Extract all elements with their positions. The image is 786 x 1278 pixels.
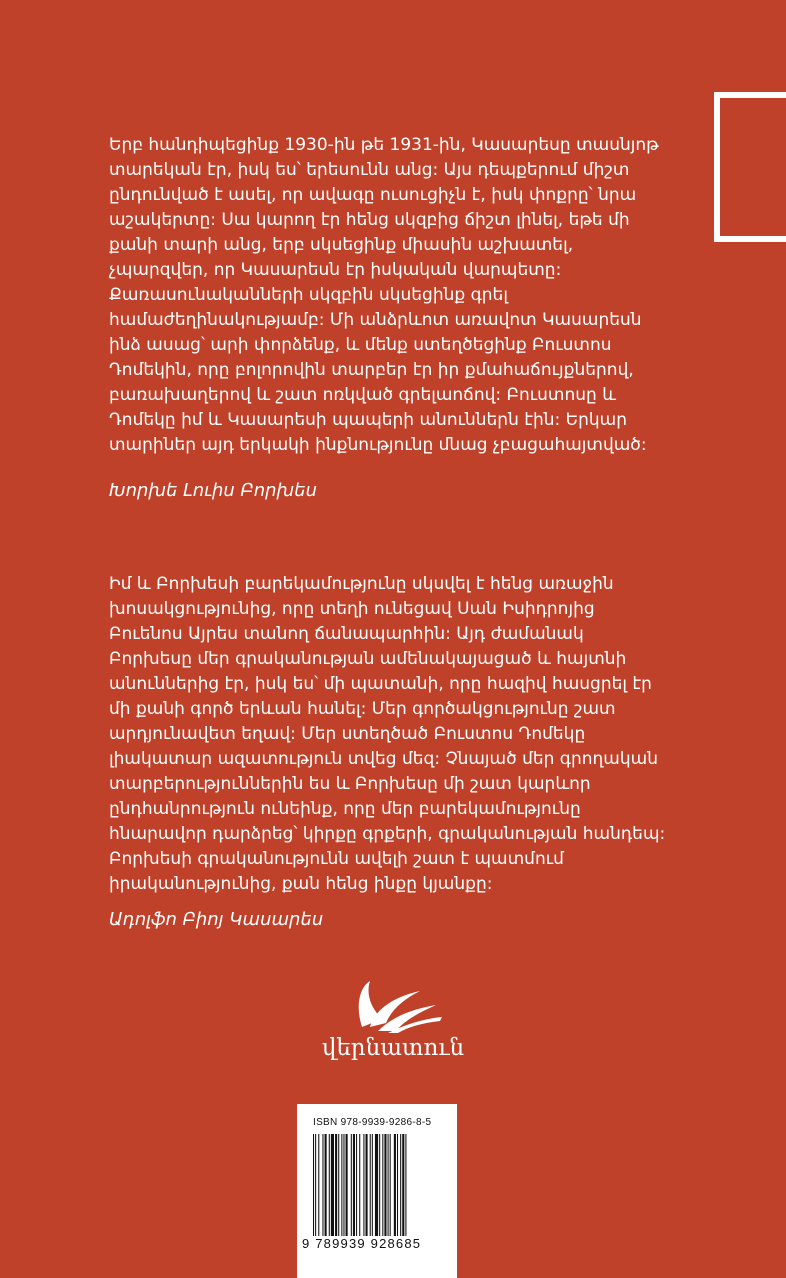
barcode-bar: [341, 1134, 342, 1236]
quote-borges: Երբ հանդիպեցինք 1930-ին թե 1931-ին, Կասարեսը տասնյոթ տարեկան էր, իսկ ես՝ երեսունն անց: Այս դեպքերում միշտ ընդունված է ասել, որ ավագը ուսուցիչն է, իսկ փոքրը՝ նրա աշակերտը: Սա կարող էր հենց սկզբից ճիշտ լինել, եթե մի քանի տարի անց, երբ սկսեցինք միասին աշխատել, չպարզվեր, որ Կասարեսն էր իսկական վարպետը: Քառասունականների սկզբին սկսեցինք գրել համաժեղինակությամբ: Մի անձրևոտ առավոտ Կասարեսն ինձ ասաց՝ արի փորձենք, և մենք ստեղծեցինք Բուստոս Դոմեկին, որը բոլորովին տարբեր էր իր քմահաճույքներով, բառախաղերով և շատ ոռկված գրելաոճով: Բուստոսը և Դոմեկը իմ և Կասարեսի պապերի անուններն էին: Երկար տարիներ այդ երկակի ինքնությունը մնաց չբացահայտված:: [109, 135, 659, 455]
barcode-bar: [370, 1134, 371, 1236]
author-casares: Ադոլֆո Բիոյ Կասարես: [109, 909, 324, 930]
isbn-label: ISBN 978-9939-9286-8-5: [313, 1117, 432, 1128]
barcode-bar: [402, 1134, 404, 1236]
barcode-bar: [384, 1134, 386, 1236]
barcode-bar: [382, 1134, 383, 1236]
barcode-bar: [405, 1134, 406, 1236]
publisher-logo: [300, 975, 486, 1085]
barcode-bar: [331, 1134, 334, 1236]
barcode-bar: [394, 1134, 396, 1236]
barcode-bar: [397, 1134, 398, 1236]
publisher-name: վերնատուն: [321, 1035, 465, 1061]
barcode-bar: [372, 1134, 373, 1236]
barcode-bar: [379, 1134, 380, 1236]
barcode-bar: [353, 1134, 355, 1236]
feather-book-icon: [300, 975, 486, 1037]
barcode-panel: [297, 1104, 457, 1278]
barcode-digits: 9 789939 928685: [302, 1236, 422, 1251]
barcode-bar: [315, 1134, 316, 1236]
barcode-bar: [359, 1134, 360, 1236]
barcode-bar: [329, 1134, 330, 1236]
barcode-bar: [313, 1134, 314, 1236]
barcode-bar: [322, 1134, 323, 1236]
barcode-bar: [390, 1134, 391, 1236]
barcode-bar: [325, 1134, 327, 1236]
barcode-bar: [338, 1134, 339, 1236]
quote-casares: Իմ և Բորխեսի բարեկամությունը սկսվել է հենց առաջին խոսակցությունից, որը տեղի ունեցավ Սան Իսիդրոյից Բուենոս Այրես տանող ճանապարհին: Այդ ժամանակ Բորխեսը մեր գրականության ամենակայացած և հայտնի անուններից էր, իսկ ես՝ մի պատանի, որը հազիվ հասցրել էր մի քանի գործ երևան հանել: Մեր գործակցությունը շատ արդյունավետ եղավ: Մեր ստեղծած Բուստոս Դոմեկը լիակատար ազատություն տվեց մեզ: Չնայած մեր գրողական տարբերություններին ես և Բորխեսը մի շատ կարևոր ընդհանրություն ունեինք, որը մեր բարեկամությունը հնարավոր դարձրեց՝ կիրքը գրքերի, գրականության հանդեպ: Բորխեսի գրականությունն ավելի շատ է պատմում իրականությունից, քան հենց ինքը կյանքը:: [109, 574, 666, 894]
barcode-bar: [400, 1134, 401, 1236]
barcode-bar: [356, 1134, 357, 1236]
barcode: [311, 1134, 443, 1236]
barcode-bar: [375, 1134, 378, 1236]
barcode-bar: [366, 1134, 368, 1236]
author-borges: Խորխե Լուիս Բորխես: [109, 480, 317, 501]
barcode-bar: [318, 1134, 319, 1236]
barcode-bar: [343, 1134, 344, 1236]
barcode-bar: [351, 1134, 352, 1236]
decorative-frame: [714, 92, 786, 242]
barcode-bar: [363, 1134, 364, 1236]
barcode-bar: [388, 1134, 389, 1236]
barcode-bar: [346, 1134, 348, 1236]
barcode-bar: [335, 1134, 337, 1236]
